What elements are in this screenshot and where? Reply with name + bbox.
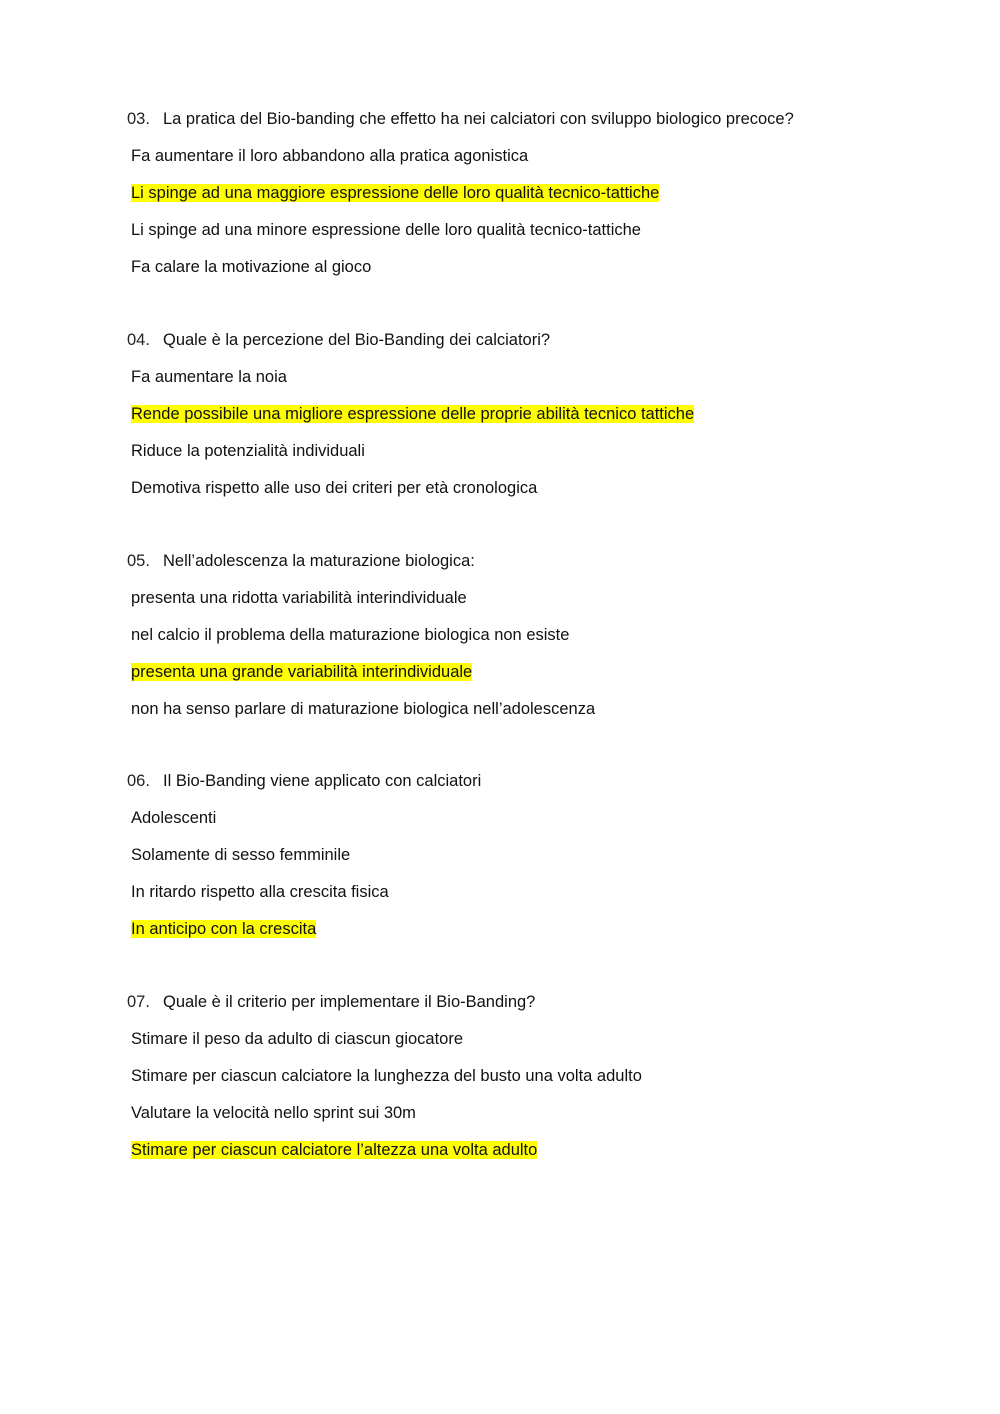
question-text: Nell’adolescenza la maturazione biologica: — [163, 552, 475, 570]
question-text: La pratica del Bio-banding che effetto ha nei calciatori con sviluppo biologico precoce? — [163, 110, 794, 128]
answer-option — [127, 807, 947, 844]
answer-option — [127, 1028, 947, 1065]
question-number: 03. — [127, 110, 150, 128]
question-number: 07. — [127, 993, 150, 1011]
answer-option-correct — [127, 661, 947, 698]
answer-text: Li spinge ad una minore espressione delle loro qualità tecnico-tattiche — [131, 221, 641, 239]
highlighted-answer-text: Rende possibile una migliore espressione delle proprie abilità tecnico tattiche — [131, 405, 695, 423]
question-title — [127, 991, 947, 1028]
answer-text: Riduce la potenzialità individuali — [131, 442, 365, 460]
answer-text: Stimare per ciascun calciatore la lunghezza del busto una volta adulto — [131, 1067, 642, 1085]
answer-text: nel calcio il problema della maturazione biologica non esiste — [131, 626, 570, 644]
question-title — [127, 108, 947, 145]
answer-option — [127, 1065, 947, 1102]
answer-option — [127, 844, 947, 881]
answer-option — [127, 1102, 947, 1139]
answer-text: Fa aumentare il loro abbandono alla pratica agonistica — [131, 147, 529, 165]
answer-text: Fa aumentare la noia — [131, 368, 287, 386]
answer-option — [127, 145, 947, 182]
answer-option-correct — [127, 1139, 947, 1176]
answer-option — [127, 698, 947, 735]
answer-option — [127, 219, 947, 256]
question-text: Quale è la percezione del Bio-Banding dei calciatori? — [163, 331, 551, 349]
answer-text: Valutare la velocità nello sprint sui 30m — [131, 1104, 416, 1122]
answer-option — [127, 881, 947, 918]
answer-text: Fa calare la motivazione al gioco — [131, 258, 372, 276]
highlighted-answer-text: presenta una grande variabilità interindividuale — [131, 663, 473, 681]
answer-option-correct — [127, 403, 947, 440]
question-text: Il Bio-Banding viene applicato con calciatori — [163, 772, 482, 790]
answer-text: presenta una ridotta variabilità interindividuale — [131, 589, 467, 607]
answer-text: Adolescenti — [131, 809, 217, 827]
question-number: 04. — [127, 331, 150, 349]
highlighted-answer-text: Li spinge ad una maggiore espressione delle loro qualità tecnico-tattiche — [131, 184, 660, 202]
question-07 — [127, 991, 947, 1176]
answer-text: Stimare il peso da adulto di ciascun giocatore — [131, 1030, 464, 1048]
question-title — [127, 329, 947, 366]
highlighted-answer-text: Stimare per ciascun calciatore l’altezza una volta adulto — [131, 1141, 538, 1159]
question-number: 06. — [127, 772, 150, 790]
answer-option — [127, 440, 947, 477]
answer-option-correct — [127, 918, 947, 955]
answer-option — [127, 624, 947, 661]
question-title — [127, 550, 947, 587]
answer-option — [127, 587, 947, 624]
highlighted-answer-text: In anticipo con la crescita — [131, 920, 317, 938]
answer-option-correct — [127, 182, 947, 219]
answer-text: non ha senso parlare di maturazione biologica nell’adolescenza — [131, 700, 596, 718]
question-number: 05. — [127, 552, 150, 570]
question-title — [127, 770, 947, 807]
question-06 — [127, 770, 947, 955]
question-05 — [127, 550, 947, 735]
question-04 — [127, 329, 947, 514]
answer-option — [127, 366, 947, 403]
question-text: Quale è il criterio per implementare il Bio-Banding? — [163, 993, 536, 1011]
question-03 — [127, 108, 947, 293]
answer-text: Demotiva rispetto alle uso dei criteri per età cronologica — [131, 479, 538, 497]
answer-option — [127, 477, 947, 514]
answer-option — [127, 256, 947, 293]
answer-text: In ritardo rispetto alla crescita fisica — [131, 883, 389, 901]
answer-text: Solamente di sesso femminile — [131, 846, 351, 864]
